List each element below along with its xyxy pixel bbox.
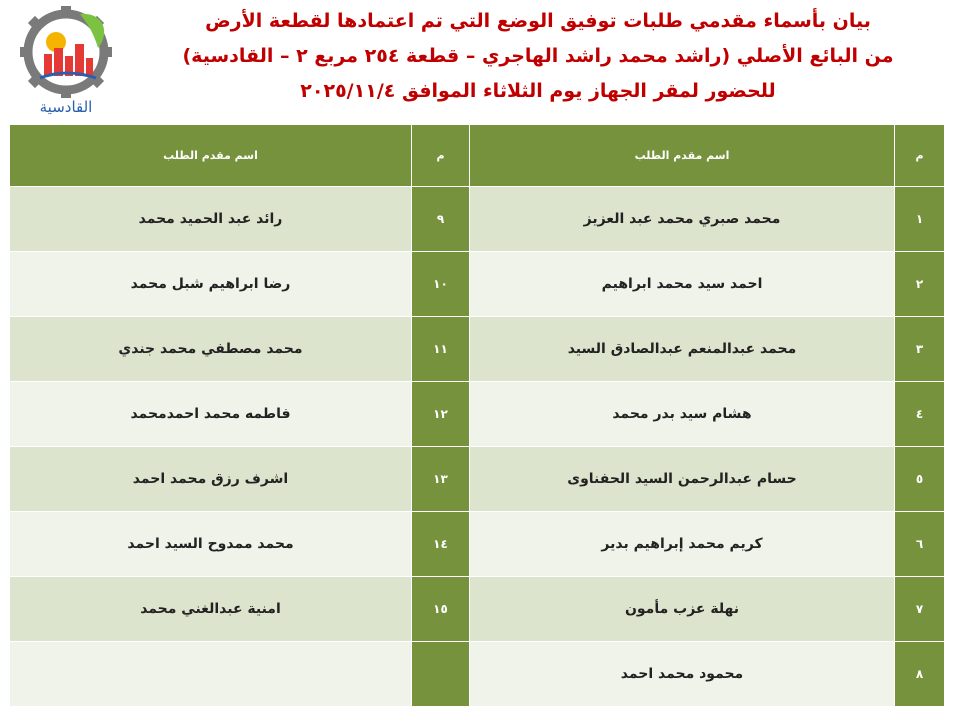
title-line-3: للحضور لمقر الجهاز يوم الثلاثاء الموافق ٢٠٢٥/١١/٤ (300, 80, 776, 102)
document-title (128, 4, 948, 109)
table-row (10, 252, 945, 317)
applicants-table-wrapper (9, 124, 944, 707)
applicant-name: محمد عبدالمنعم عبدالصادق السيد (470, 317, 895, 382)
row-number: ١ (895, 187, 945, 252)
header-name-left: اسم مقدم الطلب (10, 125, 412, 187)
applicant-name-empty (10, 642, 412, 707)
row-number: ١٢ (412, 382, 470, 447)
row-number-empty (412, 642, 470, 707)
applicants-table (9, 124, 945, 707)
applicant-name: حسام عبدالرحمن السيد الحفناوى (470, 447, 895, 512)
row-number: ٨ (895, 642, 945, 707)
table-row (10, 187, 945, 252)
applicant-name: محمد مصطفي محمد جندي (10, 317, 412, 382)
row-number: ٦ (895, 512, 945, 577)
table-row (10, 642, 945, 707)
applicant-name: احمد سيد محمد ابراهيم (470, 252, 895, 317)
row-number: ٣ (895, 317, 945, 382)
page-header (0, 0, 960, 124)
table-row (10, 512, 945, 577)
applicant-name: فاطمه محمد احمدمحمد (10, 382, 412, 447)
applicant-name: محمود محمد احمد (470, 642, 895, 707)
row-number: ٩ (412, 187, 470, 252)
row-number: ٤ (895, 382, 945, 447)
title-line-2: من البائع الأصلي (راشد محمد راشد الهاجري – قطعة ٢٥٤ مربع ٢ – القادسية) (182, 45, 894, 67)
row-number: ١١ (412, 317, 470, 382)
row-number: ١٣ (412, 447, 470, 512)
applicant-name: نهلة عزب مأمون (470, 577, 895, 642)
row-number: ١٤ (412, 512, 470, 577)
table-row (10, 447, 945, 512)
row-number: ٢ (895, 252, 945, 317)
row-number: ١٠ (412, 252, 470, 317)
table-header-row (10, 125, 945, 187)
row-number: ١٥ (412, 577, 470, 642)
applicant-name: رضا ابراهيم شبل محمد (10, 252, 412, 317)
table-row (10, 317, 945, 382)
applicant-name: اشرف رزق محمد احمد (10, 447, 412, 512)
row-number: ٥ (895, 447, 945, 512)
header-num-right: م (895, 125, 945, 187)
applicant-name: امنية عبدالغني محمد (10, 577, 412, 642)
gear-city-emblem-icon (10, 4, 122, 100)
applicant-name: محمد ممدوح السيد احمد (10, 512, 412, 577)
applicant-name: محمد صبري محمد عبد العزيز (470, 187, 895, 252)
title-line-1: بيان بأسماء مقدمي طلبات توفيق الوضع التي تم اعتمادها لقطعة الأرض (205, 10, 871, 32)
header-name-right: اسم مقدم الطلب (470, 125, 895, 187)
table-row (10, 382, 945, 447)
header-num-left: م (412, 125, 470, 187)
logo-caption: القادسية (39, 98, 93, 116)
applicant-name: هشام سيد بدر محمد (470, 382, 895, 447)
applicant-name: كريم محمد إبراهيم بدير (470, 512, 895, 577)
applicant-name: رائد عبد الحميد محمد (10, 187, 412, 252)
row-number: ٧ (895, 577, 945, 642)
city-logo (10, 4, 122, 120)
table-row (10, 577, 945, 642)
